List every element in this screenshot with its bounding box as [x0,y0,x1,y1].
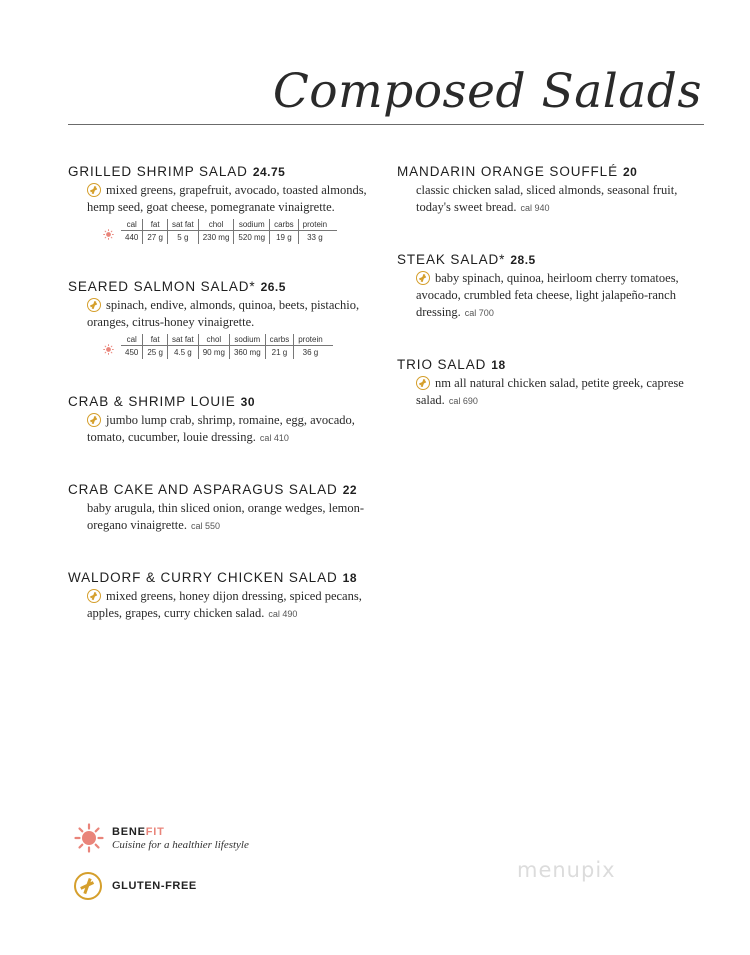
item-name: WALDORF & CURRY CHICKEN SALAD [68,570,338,585]
nutrition-header: cal [121,219,143,231]
menu-item-crab-cake-asparagus-salad [68,481,368,535]
nutrition-value: 440 [125,233,139,242]
title-divider [68,124,704,125]
page-title: Composed Salads [272,64,702,119]
item-description: baby spinach, quinoa, heirloom cherry tomatoes, avocado, crumbled feta cheese, light jalapeño-ranch dressing. [416,271,679,319]
nutrition-value: 25 g [143,346,168,360]
nutrition-value: 450 [125,348,139,357]
item-calories: cal 690 [448,396,478,406]
item-calories: cal 700 [464,308,494,318]
menu-item-grilled-shrimp-salad [68,163,368,244]
nutrition-header: sat fat [167,334,198,346]
nutrition-value: 520 mg [234,231,270,245]
item-name: SEARED SALMON SALAD* [68,279,256,294]
sun-icon [74,823,104,853]
item-name: CRAB & SHRIMP LOUIE [68,394,236,409]
menu-item-seared-salmon-salad [68,278,368,359]
benefit-sun-icon [103,344,114,355]
menu-item-mandarin-orange-souffle [397,163,707,217]
item-description: nm all natural chicken salad, petite greek, caprese salad. [416,376,684,407]
nutrition-info [104,219,368,244]
legend-benefit [74,823,249,853]
nutrition-value: 19 g [270,231,299,245]
gluten-free-icon [87,298,101,312]
nutrition-table [121,219,337,244]
nutrition-value: 90 mg [198,346,229,360]
nutrition-value: 33 g [298,231,337,245]
watermark: menupix [517,858,616,882]
nutrition-info [104,334,368,359]
nutrition-value: 27 g [143,231,168,245]
gluten-free-label: GLUTEN-FREE [112,880,197,892]
item-price: 30 [240,395,255,409]
benefit-suffix: FIT [145,825,165,838]
nutrition-value: 36 g [294,346,333,360]
wheat-crossed-icon [74,872,102,900]
item-description: mixed greens, grapefruit, avocado, toasted almonds, hemp seed, goat cheese, pomegranate vinaigrette. [87,183,367,214]
item-price: 20 [622,165,638,179]
nutrition-header: carbs [270,219,299,231]
menu-item-steak-salad [397,251,707,322]
nutrition-header: sodium [229,334,265,346]
item-calories: cal 410 [259,433,289,443]
nutrition-value: 360 mg [229,346,265,360]
nutrition-table [121,334,333,359]
item-description: spinach, endive, almonds, quinoa, beets, pistachio, oranges, citrus-honey vinaigrette. [87,298,360,329]
nutrition-header: sodium [234,219,270,231]
item-price: 18 [342,571,358,585]
nutrition-header: fat [143,334,168,346]
item-description: baby arugula, thin sliced onion, orange wedges, lemon-oregano vinaigrette. [87,501,365,532]
item-description: classic chicken salad, sliced almonds, seasonal fruit, today's sweet bread. [416,183,678,214]
menu-item-crab-shrimp-louie [68,393,368,447]
right-menu-column [397,163,707,444]
nutrition-header: carbs [265,334,294,346]
nutrition-value: 5 g [167,231,198,245]
item-price: 28.5 [510,253,536,267]
menu-item-trio-salad [397,356,707,410]
item-description: mixed greens, honey dijon dressing, spiced pecans, apples, grapes, curry chicken salad. [87,589,362,620]
item-name: MANDARIN ORANGE SOUFFLÉ [397,164,618,179]
nutrition-header: sat fat [167,219,198,231]
benefit-tagline: Cuisine for a healthier lifestyle [112,838,249,851]
gluten-free-icon [416,376,430,390]
item-name: STEAK SALAD* [397,252,506,267]
item-calories: cal 550 [190,521,220,531]
item-price: 18 [491,358,506,372]
gluten-free-icon [416,271,430,285]
item-description: jumbo lump crab, shrimp, romaine, egg, avocado, tomato, cucumber, louie dressing. [87,413,355,444]
nutrition-header: protein [298,219,337,231]
item-name: CRAB CAKE AND ASPARAGUS SALAD [68,482,338,497]
nutrition-header: protein [294,334,333,346]
item-price: 22 [342,483,358,497]
nutrition-header: chol [198,219,234,231]
gluten-free-icon [87,589,101,603]
item-name: TRIO SALAD [397,357,487,372]
gluten-free-icon [87,183,101,197]
benefit-brand [112,826,249,838]
nutrition-header: chol [198,334,229,346]
nutrition-header: fat [143,219,168,231]
item-price: 26.5 [260,280,286,294]
nutrition-value: 21 g [265,346,294,360]
benefit-prefix: BENE [112,825,146,838]
nutrition-value: 230 mg [198,231,234,245]
item-calories: cal 940 [520,203,550,213]
nutrition-header: cal [121,334,143,346]
benefit-sun-icon [103,229,114,240]
left-menu-column [68,163,368,657]
item-name: GRILLED SHRIMP SALAD [68,164,248,179]
legend-gluten-free [74,872,197,900]
gluten-free-icon [87,413,101,427]
item-price: 24.75 [252,165,286,179]
nutrition-value: 4.5 g [167,346,198,360]
menu-item-waldorf-curry-chicken-salad [68,569,368,623]
item-calories: cal 490 [268,609,298,619]
